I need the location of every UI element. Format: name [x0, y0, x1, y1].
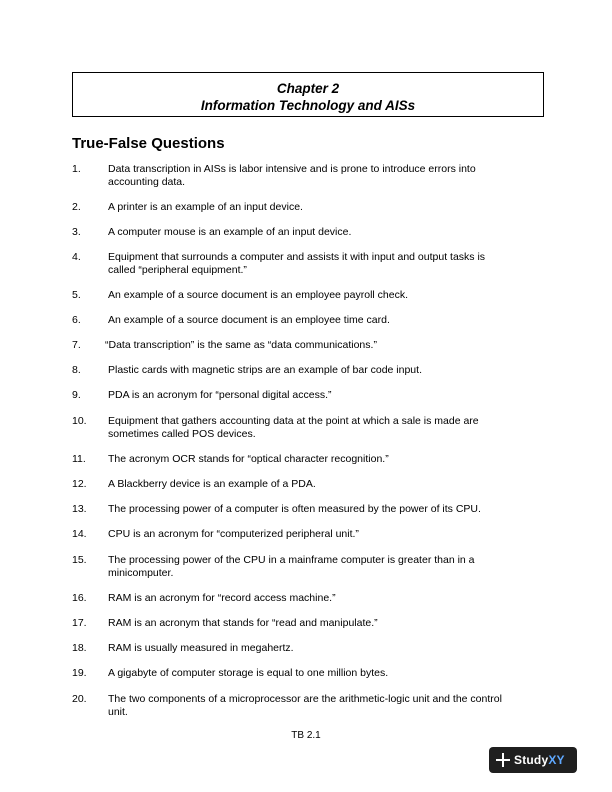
question-number: 11.: [72, 453, 86, 465]
question-text: The two components of a microprocessor are the arithmetic-logic unit and the control unit.: [108, 693, 502, 718]
question-text: A Blackberry device is an example of a PDA.: [108, 478, 316, 490]
question-text: A printer is an example of an input device.: [108, 201, 303, 213]
question-number: 19.: [72, 667, 87, 679]
question-number: 12.: [72, 478, 87, 490]
chapter-label: Chapter 2: [276, 81, 340, 96]
question-number: 3.: [72, 226, 81, 238]
question-number: 13.: [72, 503, 87, 515]
question-number: 1.: [72, 163, 81, 175]
chapter-title: Information Technology and AISs: [200, 98, 416, 113]
question-text: RAM is an acronym for “record access machine.”: [108, 592, 336, 604]
question-text: PDA is an acronym for “personal digital access.”: [108, 389, 332, 401]
question-text: The processing power of a computer is often measured by the power of its CPU.: [108, 503, 481, 515]
question-text: The acronym OCR stands for “optical character recognition.”: [108, 453, 389, 465]
studyxy-logo: [489, 747, 577, 773]
chapter-header-box: [72, 72, 544, 117]
question-number: 20.: [72, 693, 87, 705]
question-number: 7.: [72, 339, 81, 351]
question-text: Data transcription in AISs is labor intensive and is prone to introduce errors into accounting data.: [108, 163, 476, 188]
question-number: 15.: [72, 554, 87, 566]
question-number: 9.: [72, 389, 81, 401]
question-text: A gigabyte of computer storage is equal to one million bytes.: [108, 667, 389, 679]
logo-text: [514, 753, 565, 767]
section-title: True-False Questions: [72, 135, 225, 152]
question-number: 17.: [72, 617, 87, 629]
question-number: 6.: [72, 314, 81, 326]
plus-icon: [496, 753, 510, 767]
question-text: Equipment that surrounds a computer and assists it with input and output tasks is called “peripheral equipment.”: [108, 251, 486, 276]
question-text: Equipment that gathers accounting data at the point at which a sale is made are sometimes called POS devices.: [108, 415, 479, 440]
logo-text-xy: XY: [548, 753, 565, 767]
question-text: An example of a source document is an employee time card.: [108, 314, 390, 326]
question-number: 18.: [72, 642, 87, 654]
question-number: 5.: [72, 289, 81, 301]
question-number: 14.: [72, 528, 87, 540]
question-text: The processing power of the CPU in a mainframe computer is greater than in a minicomputer.: [108, 554, 475, 579]
question-number: 10.: [72, 415, 87, 427]
question-number: 16.: [72, 592, 87, 604]
question-text: RAM is an acronym that stands for “read and manipulate.”: [108, 617, 378, 629]
page-footer: TB 2.1: [291, 730, 321, 741]
question-number: 8.: [72, 364, 81, 376]
question-text: An example of a source document is an employee payroll check.: [108, 289, 408, 301]
question-text: Plastic cards with magnetic strips are an example of bar code input.: [108, 364, 422, 376]
question-number: 4.: [72, 251, 81, 263]
question-text: A computer mouse is an example of an input device.: [108, 226, 352, 238]
logo-text-study: Study: [514, 753, 549, 767]
question-text: CPU is an acronym for “computerized peripheral unit.”: [108, 528, 359, 540]
question-text: “Data transcription” is the same as “data communications.”: [105, 339, 377, 351]
question-number: 2.: [72, 201, 81, 213]
question-text: RAM is usually measured in megahertz.: [108, 642, 294, 654]
